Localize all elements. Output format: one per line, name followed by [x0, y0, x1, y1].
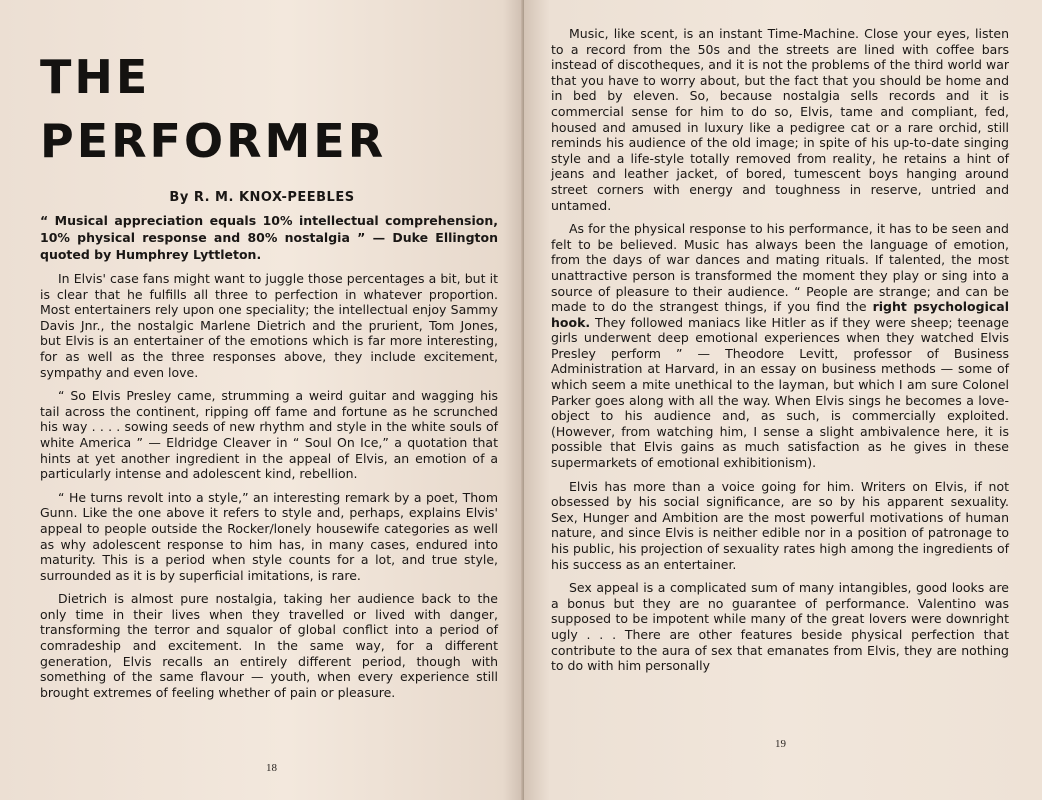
- body-paragraph: “ So Elvis Presley came, strumming a weird guitar and wagging his tail across the continent, ripping off fame and fortune as he scrunched his way . . . . sowing seeds of new rhythm and style in the white souls of white America ” — Eldridge Cleaver in “ Soul On Ice,” a quotation that hints at yet another ingredient in the appeal of Elvis, an emotion of a particularly intense and adolescent kind, rebellion.: [40, 388, 498, 482]
- body-paragraph: [551, 221, 1009, 471]
- article-title-line-2: PERFORMER: [40, 114, 387, 168]
- paragraph-text: As for the physical response to his performance, it has to be seen and felt to be believed. Music has always been the language of emotion, from the days of war dances and mating rituals. If talented, the most unattractive person is transformed the moment they play or sing into a source of pleasure to their audience. “ People are strange; and can be made to do the strangest things, if you find the: [551, 221, 1009, 315]
- right-body-text: [551, 26, 1009, 682]
- epigraph-quote: “ Musical appreciation equals 10% intellectual comprehension, 10% physical response and 80% nostalgia ” — Duke Ellington quoted by Humphrey Lyttleton.: [40, 213, 498, 262]
- body-paragraph: “ He turns revolt into a style,” an interesting remark by a poet, Thom Gunn. Like the one above it refers to style and, perhaps, explains Elvis' appeal to people outside the Rocker/lonely housewife categories as well as why adolescent response to him has, in many cases, endured into maturity. This is a period when style counts for a lot, and true style, surrounded as it is by superficial imitations, is rare.: [40, 489, 498, 583]
- body-paragraph: Elvis has more than a voice going for him. Writers on Elvis, if not obsessed by his social significance, are so by his apparent sexuality. Sex, Hunger and Ambition are the most powerful motivations of human nature, and since Elvis is neither edible nor in a position of patronage to his public, his projection of sexuality rates high among the ingredients of his success as an entertainer.: [551, 478, 1009, 572]
- paragraph-text: They followed maniacs like Hitler as if they were sheep; teenage girls underwent deep emotional experiences when they watched Elvis Presley perform ” — Theodore Levitt, professor of Business Administration at Harvard, in an essay on business methods — some of which seem a mite unethical to the layman, but which I am sure Colonel Parker goes along with all the way. When Elvis sings he becomes a love-object to his audience and, as such, is commercially exploited. (However, from watching him, I sense a slight ambivalence here, it is possible that Elvis gains as much satisfaction as he gives in these supermarkets of emotional exhibitionism).: [551, 314, 1009, 471]
- page-number-right: 19: [775, 738, 786, 750]
- author-byline: By R. M. KNOX-PEEBLES: [169, 190, 355, 205]
- bold-phrase: right psychological hook.: [551, 299, 1009, 330]
- body-paragraph: In Elvis' case fans might want to juggle those percentages a bit, but it is clear that he fulfills all three to perfection in whatever proportion. Most entertainers rely upon one speciality; the intellectual enjoy Sammy Davis Jnr., the nostalgic Marlene Dietrich and the prurient, Tom Jones, but Elvis is an entertainer of the emotions which is far more interesting, for as well as the three responses above, they include excitement, sympathy and even love.: [40, 271, 498, 380]
- article-title-line-1: THE: [40, 50, 151, 104]
- page-number-left: 18: [266, 762, 277, 774]
- body-paragraph: Dietrich is almost pure nostalgia, taking her audience back to the only time in their lives when they travelled or lived with danger, transforming the terror and squalor of global conflict into a period of comradeship and excitement. In the same way, for a different generation, Elvis recalls an entirely different period, though with something of the same flavour — youth, when every experience still brought extremes of feeling whether of pain or pleasure.: [40, 591, 498, 700]
- left-body-text: [40, 271, 498, 708]
- body-paragraph: Music, like scent, is an instant Time-Machine. Close your eyes, listen to a record from the 50s and the streets are lined with coffee bars instead of discotheques, and it is not the problems of the third world war that you have to worry about, but the fact that you should be home and in bed by eleven. So, because nostalgia sells records and it is commercial sense for him to do so, Elvis, tame and compliant, fed, housed and amused in luxury like a pedigree cat or a rare orchid, still reminds his audience of the old image; in spite of his up-to-date singing style and a life-style totally removed from reality, he retains a hint of jeans and leather jacket, of bored, tumescent boys hanging around street corners with energy and toughness in reserve, untried and untamed.: [551, 26, 1009, 213]
- body-paragraph: Sex appeal is a complicated sum of many intangibles, good looks are a bonus but they are no guarantee of performance. Valentino was supposed to be impotent while many of the great lovers were downright ugly . . . There are other features beside physical perfection that contribute to the aura of sex that emanates from Elvis, they are nothing to do with him personally: [551, 580, 1009, 674]
